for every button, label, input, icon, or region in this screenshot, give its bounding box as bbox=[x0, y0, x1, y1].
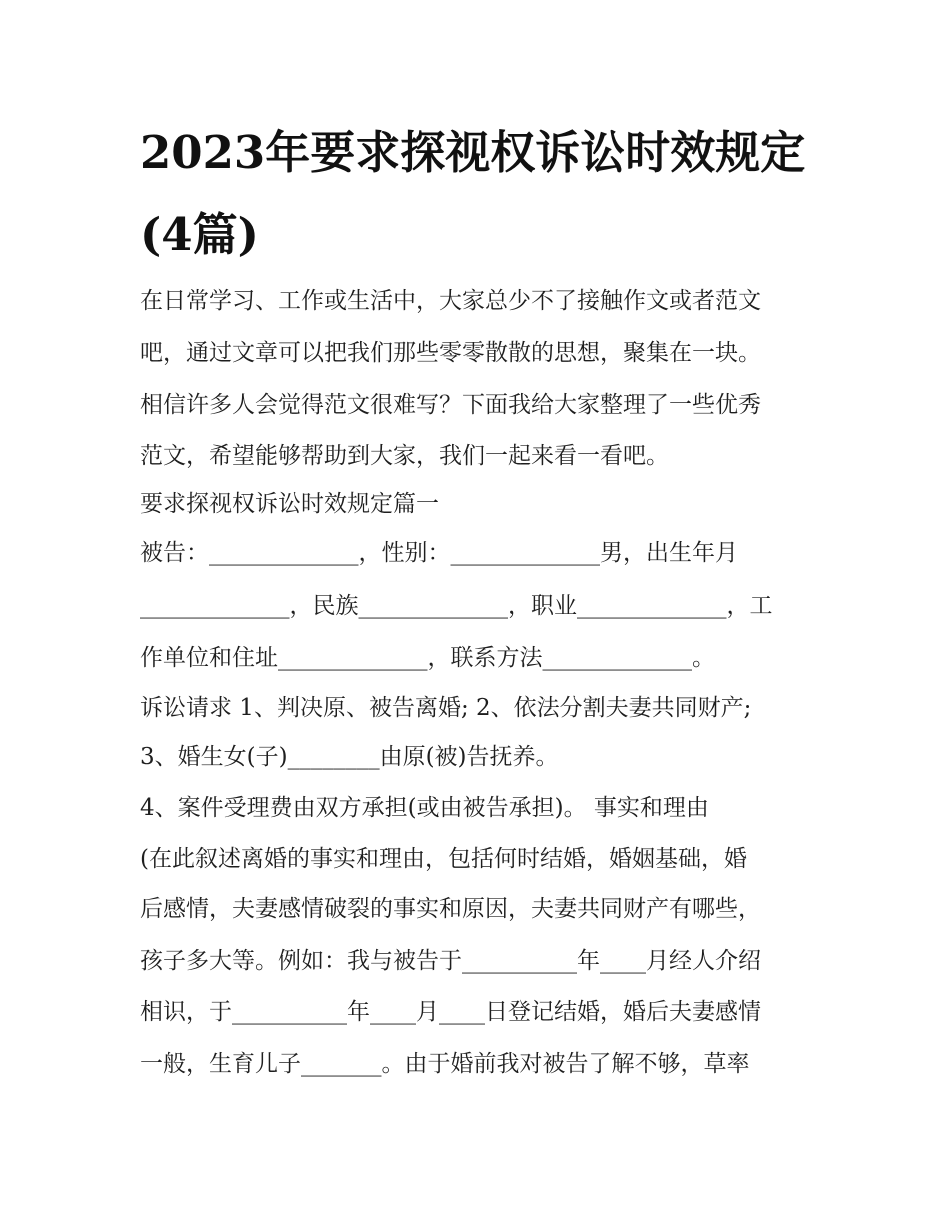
section-heading: 要求探视权诉讼时效规定篇一 bbox=[140, 491, 439, 517]
body-line: 一般，生育儿子_______。由于婚前我对被告了解不够，草率 bbox=[140, 1051, 750, 1077]
body-line: 4、案件受理费由双方承担(或由被告承担)。 事实和理由 bbox=[140, 795, 709, 821]
body-line: 作单位和住址_____________，联系方法_____________。 bbox=[140, 645, 715, 671]
body-line: 诉讼请求 1、判决原、被告离婚; 2、依法分割夫妻共同财产; bbox=[140, 695, 752, 721]
body-line: 相识，于__________年____月____日登记结婚，婚后夫妻感情 bbox=[140, 999, 761, 1025]
body-line: (在此叙述离婚的事实和理由，包括何时结婚，婚姻基础，婚 bbox=[140, 846, 747, 872]
body-line: 3、婚生女(子)________由原(被)告抚养。 bbox=[140, 744, 559, 770]
body-line: 被告：_____________，性别：_____________男，出生年月 bbox=[140, 540, 738, 566]
body-line: 孩子多大等。例如：我与被告于__________年____月经人介绍 bbox=[140, 948, 761, 974]
body-line: 范文，希望能够帮助到大家，我们一起来看一看吧。 bbox=[140, 443, 669, 469]
body-line: 相信许多人会觉得范文很难写？下面我给大家整理了一些优秀 bbox=[140, 392, 761, 418]
body-line: _____________，民族_____________，职业_____________，工 bbox=[140, 593, 773, 619]
body-line: 后感情，夫妻感情破裂的事实和原因，夫妻共同财产有哪些， bbox=[140, 896, 761, 922]
body-line: 在日常学习、工作或生活中，大家总少不了接触作文或者范文 bbox=[140, 288, 761, 314]
body-line: 吧，通过文章可以把我们那些零零散散的思想，聚集在一块。 bbox=[140, 340, 761, 366]
document-title: 2023年要求探视权诉讼时效规定(4篇) bbox=[140, 126, 806, 261]
